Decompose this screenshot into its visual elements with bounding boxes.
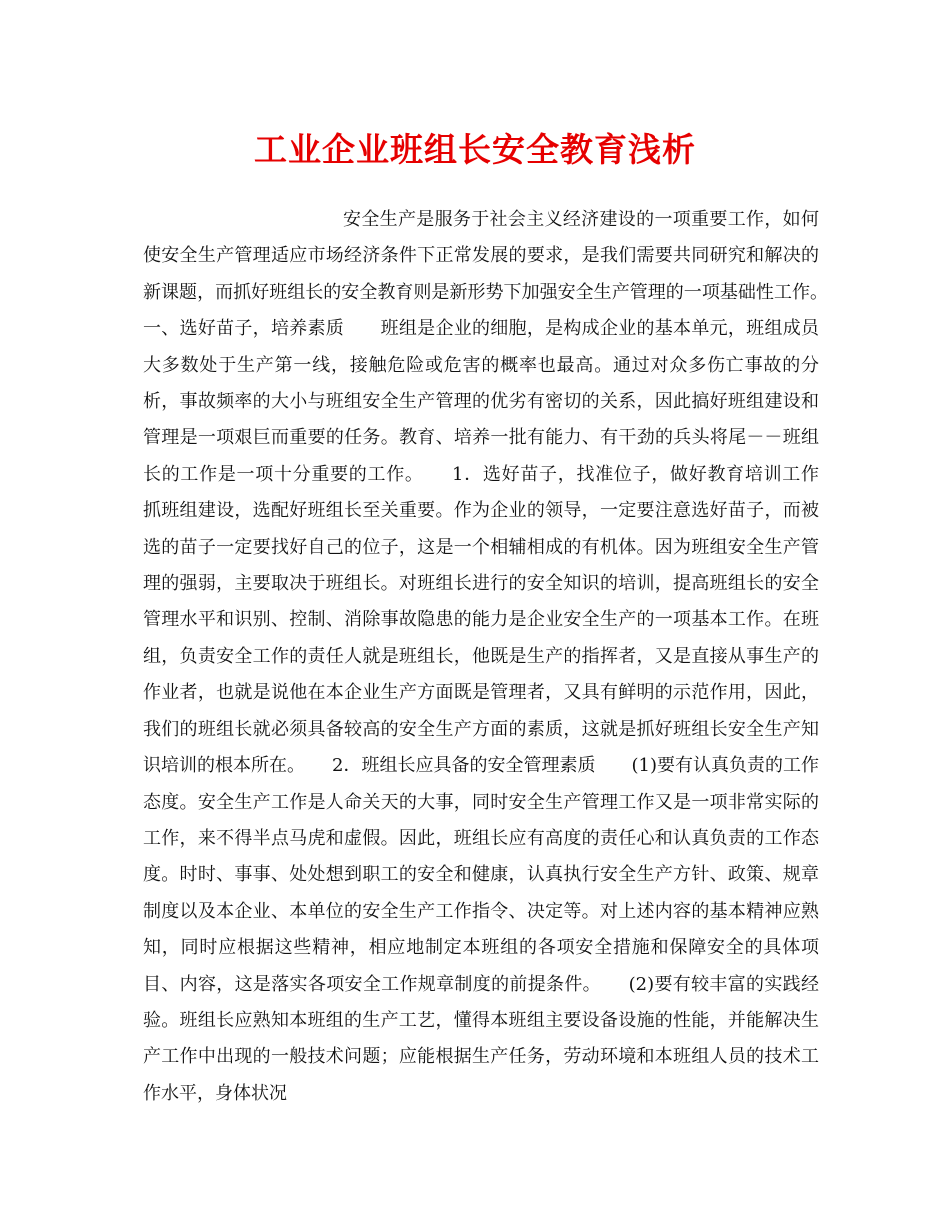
document-title: 工业企业班组长安全教育浅析 — [254, 130, 696, 169]
document-body: 安全生产是服务于社会主义经济建设的一项重要工作，如何使安全生产管理适应市场经济条件下正常发展的要求，是我们需要共同研究和解决的新课题，而抓好班组长的安全教育则是新形势下加强安全生产管理的一项基础性工作。 一、选好苗子，培养素质 班组是企业的细胞，是构成企业的基本单元，班组成员大多数处于生产第一线，接触危险或危害的概率也最高。通过对众多伤亡事故的分析，事故频率的大小与班组安全生产管理的优劣有密切的关系，因此搞好班组建设和管理是一项艰巨而重要的任务。教育、培养一批有能力、有干劲的兵头将尾－－班组长的工作是一项十分重要的工作。 1．选好苗子，找准位子，做好教育培训工作 抓班组建设，选配好班组长至关重要。作为企业的领导，一定要注意选好苗子，而被选的苗子一定要找好自己的位子，这是一个相辅相成的有机体。因为班组安全生产管理的强弱，主要取决于班组长。对班组长进行的安全知识的培训，提高班组长的安全管理水平和识别、控制、消除事故隐患的能力是企业安全生产的一项基本工作。在班组，负责安全工作的责任人就是班组长，他既是生产的指挥者，又是直接从事生产的作业者，也就是说他在本企业生产方面既是管理者，又具有鲜明的示范作用，因此，我们的班组长就必须具备较高的安全生产方面的素质，这就是抓好班组长安全生产知识培训的根本所在。 2．班组长应具备的安全管理素质 (1)要有认真负责的工作态度。安全生产工作是人命关天的大事，同时安全生产管理工作又是一项非常实际的工作，来不得半点马虎和虚假。因此，班组长应有高度的责任心和认真负责的工作态度。时时、事事、处处想到职工的安全和健康，认真执行安全生产方针、政策、规章制度以及本企业、本单位的安全生产工作指令、决定等。对上述内容的基本精神应熟知，同时应根据这些精神，相应地制定本班组的各项安全措施和保障安全的具体项目、内容，这是落实各项安全工作规章制度的前提条件。 (2)要有较丰富的实践经验。班组长应熟知本班组的生产工艺，懂得本班组主要设备设施的性能，并能解决生产工作中出现的一般技术问题；应能根据生产任务，劳动环境和本班组人员的技术工作水平，身体状况 — [143, 209, 855, 1104]
